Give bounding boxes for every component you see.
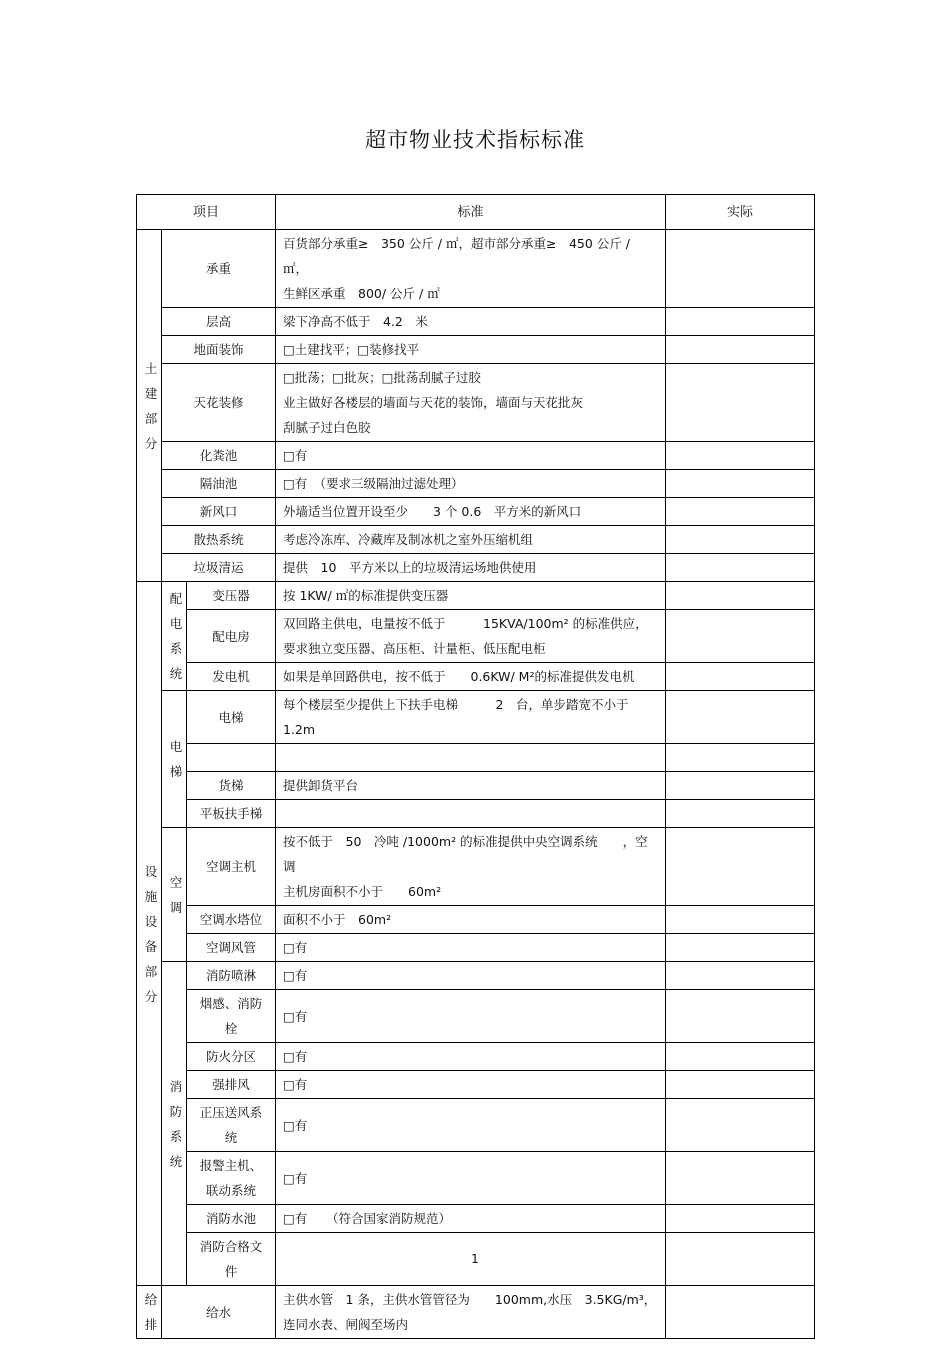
table-row — [137, 800, 815, 828]
row-actual — [666, 554, 815, 582]
standard-line: 生鲜区承重 800/ 公斤 / ㎡ — [283, 286, 440, 301]
row-actual — [666, 1071, 815, 1099]
row-item: 消防合格文件 — [187, 1233, 276, 1286]
row-item: 给水 — [162, 1286, 276, 1339]
row-standard — [276, 308, 666, 336]
standard-line: 主供水管 1 条，主供水管管径为 100mm,水压 3.5KG/m³， — [283, 1292, 657, 1307]
row-standard — [276, 906, 666, 934]
row-standard — [276, 498, 666, 526]
group-civil: 土建部分 — [137, 230, 162, 582]
row-actual — [666, 582, 815, 610]
standard-line: 梁下净高不低于 4.2 米 — [283, 314, 428, 329]
table-row — [137, 230, 815, 308]
row-item: 消防水池 — [187, 1205, 276, 1233]
standard-line — [283, 745, 658, 770]
table-row — [137, 962, 815, 990]
standard-line: 按 1KW/ ㎡的标准提供变压器 — [283, 588, 449, 603]
standard-line: □有 — [283, 1170, 308, 1186]
row-item: 烟感、消防栓 — [187, 990, 276, 1043]
row-actual — [666, 470, 815, 498]
row-item: 空调水塔位 — [187, 906, 276, 934]
table-row — [137, 1071, 815, 1099]
row-standard — [276, 1099, 666, 1152]
row-item: 空调风管 — [187, 934, 276, 962]
standard-line: 考虑冷冻库、冷藏库及制冰机之室外压缩机组 — [283, 532, 534, 547]
standard-line: 主机房面积不小于 60m² — [283, 884, 442, 899]
header-row — [137, 195, 815, 230]
row-standard — [276, 610, 666, 663]
row-standard — [276, 554, 666, 582]
row-item: 地面装饰 — [162, 336, 276, 364]
table-row — [137, 663, 815, 691]
table-row — [137, 336, 815, 364]
row-actual — [666, 906, 815, 934]
row-actual — [666, 610, 815, 663]
table-row — [137, 554, 815, 582]
row-standard — [276, 934, 666, 962]
table-row — [137, 582, 815, 610]
standard-line: 连同水表、闸阀至场内 — [283, 1317, 409, 1332]
standard-line: □土建找平；□装修找平 — [283, 342, 420, 357]
table-row — [137, 1043, 815, 1071]
row-item: 消防喷淋 — [187, 962, 276, 990]
row-standard — [276, 470, 666, 498]
row-standard — [276, 442, 666, 470]
table-row — [137, 828, 815, 906]
row-actual — [666, 526, 815, 554]
row-standard — [276, 1286, 666, 1339]
row-actual — [666, 364, 815, 442]
row-standard — [276, 962, 666, 990]
row-actual — [666, 1043, 815, 1071]
row-actual — [666, 990, 815, 1043]
row-item: 强排风 — [187, 1071, 276, 1099]
row-item: 正压送风系统 — [187, 1099, 276, 1152]
row-item: 承重 — [162, 230, 276, 308]
standard-line: □有 — [283, 940, 308, 955]
table-row — [137, 610, 815, 663]
row-actual — [666, 744, 815, 772]
table-row — [137, 442, 815, 470]
row-item: 电梯 — [187, 691, 276, 744]
row-actual — [666, 828, 815, 906]
row-item: 新风口 — [162, 498, 276, 526]
row-standard — [276, 230, 666, 308]
table-row — [137, 1099, 815, 1152]
standard-line: 业主做好各楼层的墙面与天花的装饰，墙面与天花批灰 — [283, 395, 584, 410]
row-actual — [666, 308, 815, 336]
row-standard — [276, 1071, 666, 1099]
header-standard: 标准 — [276, 195, 666, 230]
standard-line: □有 — [283, 1077, 308, 1092]
header-item: 项目 — [137, 195, 276, 230]
row-item: 天花装修 — [162, 364, 276, 442]
row-item: 货梯 — [187, 772, 276, 800]
row-actual — [666, 230, 815, 308]
standard-line: 要求独立变压器、高压柜、计量柜、低压配电柜 — [283, 641, 546, 656]
row-item: 层高 — [162, 308, 276, 336]
subgroup-aircon: 空调 — [162, 828, 187, 962]
standard-line: □有 — [283, 448, 308, 463]
header-actual: 实际 — [666, 195, 815, 230]
row-actual — [666, 442, 815, 470]
group-facility: 设施设备部分 — [137, 582, 162, 1286]
standard-line: 面积不小于 60m² — [283, 912, 392, 927]
row-actual — [666, 663, 815, 691]
row-actual — [666, 691, 815, 744]
row-item: 防火分区 — [187, 1043, 276, 1071]
row-actual — [666, 1286, 815, 1339]
row-item: 平板扶手梯 — [187, 800, 276, 828]
spec-table — [136, 194, 815, 1339]
table-row — [137, 470, 815, 498]
row-standard — [276, 526, 666, 554]
row-item: 化粪池 — [162, 442, 276, 470]
row-item: 报警主机、联动系统 — [187, 1152, 276, 1205]
row-actual — [666, 1099, 815, 1152]
subgroup-power: 配电系统 — [162, 582, 187, 691]
standard-line: □有 （要求三级隔油过滤处理） — [283, 476, 464, 491]
table-body — [137, 230, 815, 1339]
table-row — [137, 906, 815, 934]
standard-line: 双回路主供电，电量按不低于 15KVA/100m² 的标准供应， — [283, 616, 648, 631]
row-standard — [276, 990, 666, 1043]
standard-line: □有 — [283, 1008, 308, 1024]
row-standard — [276, 744, 666, 772]
row-actual — [666, 1205, 815, 1233]
table-row — [137, 691, 815, 744]
standard-line: 提供卸货平台 — [283, 778, 359, 793]
row-standard — [276, 691, 666, 744]
row-standard — [276, 772, 666, 800]
row-actual — [666, 772, 815, 800]
standard-line: □有 （符合国家消防规范） — [283, 1211, 452, 1226]
table-row — [137, 744, 815, 772]
page-title: 超市物业技术指标标准 — [365, 128, 585, 152]
row-standard — [276, 336, 666, 364]
subgroup-fire: 消防系统 — [162, 962, 187, 1286]
row-standard — [276, 663, 666, 691]
row-standard — [276, 582, 666, 610]
row-standard — [276, 1043, 666, 1071]
table-row — [137, 772, 815, 800]
standard-line: □有 — [283, 1049, 308, 1064]
row-standard — [276, 364, 666, 442]
row-actual — [666, 800, 815, 828]
standard-line: □批荡；□批灰；□批荡刮腻子过胶 — [283, 370, 481, 385]
table-row — [137, 1286, 815, 1339]
standard-line: 百货部分承重≥ 350 公斤 / ㎡，超市部分承重≥ 450 公斤 / ㎡， — [283, 236, 630, 276]
row-actual — [666, 498, 815, 526]
standard-line: □有 — [283, 1117, 308, 1133]
standard-line: 刮腻子过白色胶 — [283, 420, 371, 435]
row-standard — [276, 1205, 666, 1233]
row-item: 配电房 — [187, 610, 276, 663]
standard-line — [283, 801, 658, 826]
row-item: 空调主机 — [187, 828, 276, 906]
row-item: 变压器 — [187, 582, 276, 610]
standard-line: 如果是单回路供电，按不低于 0.6KW/ M²的标准提供发电机 — [283, 669, 635, 684]
row-standard — [276, 828, 666, 906]
standard-line: □有 — [283, 968, 308, 983]
page-number: 1 — [471, 1252, 479, 1266]
standard-line: 外墙适当位置开设至少 3 个 0.6 平方米的新风口 — [283, 504, 582, 519]
table-row — [137, 498, 815, 526]
row-standard — [276, 800, 666, 828]
standard-line: 按不低于 50 冷吨 /1000m² 的标准提供中央空调系统 ，空调 — [283, 834, 648, 874]
row-actual — [666, 336, 815, 364]
row-standard — [276, 1152, 666, 1205]
row-item: 发电机 — [187, 663, 276, 691]
row-item: 垃圾清运 — [162, 554, 276, 582]
table-row — [137, 990, 815, 1043]
standard-line: 提供 10 平方米以上的垃圾清运场地供使用 — [283, 560, 537, 575]
table-row — [137, 934, 815, 962]
row-item: 散热系统 — [162, 526, 276, 554]
row-item — [187, 744, 276, 772]
table-row — [137, 1205, 815, 1233]
table-row — [137, 1152, 815, 1205]
row-actual — [666, 1152, 815, 1205]
row-actual — [666, 934, 815, 962]
subgroup-elevator: 电梯 — [162, 691, 187, 828]
standard-line: 每个楼层至少提供上下扶手电梯 2 台，单步踏宽不小于 — [283, 697, 629, 712]
standard-line: 1.2m — [283, 722, 316, 737]
row-actual — [666, 962, 815, 990]
row-item: 隔油池 — [162, 470, 276, 498]
table-row — [137, 364, 815, 442]
table-row — [137, 526, 815, 554]
table-row — [137, 308, 815, 336]
group-drainage: 给排 — [137, 1286, 162, 1339]
